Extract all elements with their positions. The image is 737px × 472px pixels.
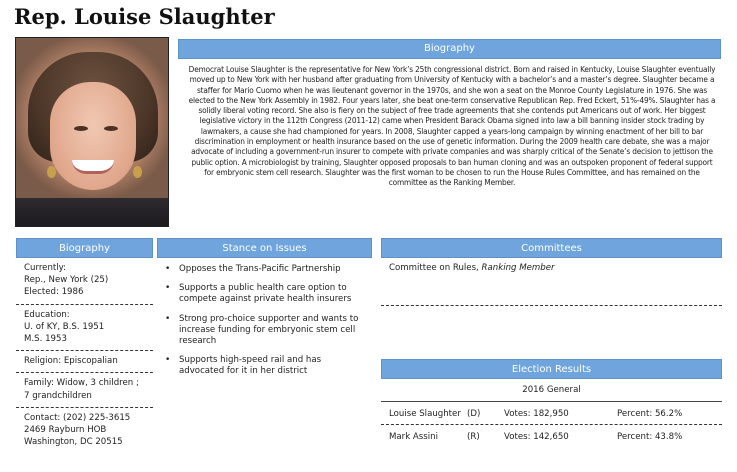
religion: Religion: Episcopalian [16,351,153,373]
education: Education: U. of KY, B.S. 1951 M.S. 1953 [16,305,153,352]
candidate-name: Mark Assini [389,432,438,442]
committees-panel [381,238,722,306]
list-item: • Supports high-speed rail and has advocated for it in her district [165,355,364,377]
candidate-percent: Percent: 43.8% [617,432,683,442]
page-title: Rep. Louise Slaughter [14,4,275,29]
candidate-party: (D) [467,409,481,419]
current-position: Currently: Rep., New York (25) Elected: 1986 [16,258,153,305]
stance-panel [157,238,372,386]
bio-facts-panel [16,238,153,453]
candidate-name: Louise Slaughter [389,409,461,419]
candidate-votes: Votes: 182,950 [504,409,569,419]
candidate-votes: Votes: 142,650 [504,432,569,442]
table-row [381,401,722,425]
list-item: • Opposes the Trans-Pacific Partnership [165,264,364,275]
list-item: • Strong pro-choice supporter and wants to increase funding for embryonic stem cell research [165,314,364,348]
committee-entry: Committee on Rules, Ranking Member [381,258,722,306]
portrait-photo [15,37,169,227]
candidate-party: (R) [467,432,480,442]
table-row [381,425,722,449]
election-panel [381,359,722,449]
candidate-percent: Percent: 56.2% [617,409,683,419]
biography-text: Democrat Louise Slaughter is the representative for New York’s 25th congressional district. Born and raised in Kentucky, Louise Slaughter eventually moved up to New York with her husband after graduating from University of Kentucky with a bachelor’s and a master’s degree. Slaughter became a staffer for Mario Cuomo when he was lieutenant governor in the 1970s, and she won a seat on the Monroe County Legislature in 1976. She was elected to the New York Assembly in 1982. Four years later, she beat one-term conservative Republican Rep. Fred Eckert, 51%-49%. Slaughter has a solidly liberal voting record. She also is fiery on the subject of free trade agreements that she contends put Americans out of work. Her biggest legislative victory in the 112th Congress (2011-12) came when President Barack Obama signed into law a bill banning insider stock trading by lawmakers, a cause she had championed for years. In 2008, Slaughter capped a years-long campaign by winning enactment of her bill to bar discrimination in employment or health insurance based on the use of genetic information. During the 2009 health care debate, she was a major advocate of including a government-run insurer to compete with private companies and was sharply critical of the Senate’s decision to jettison the public option. A microbiologist by training, Slaughter opposed proposals to ban human cloning and was an outspoken proponent of federal support for embryonic stem cell research. Slaughter was the first woman to be chosen to run the House Rules Committee, and has remained on the committee as the Ranking Member. [188,64,716,188]
contact: Contact: (202) 225-3615 2469 Rayburn HOB Washington, DC 20515 [24,412,131,448]
family: Family: Widow, 3 children ; 7 grandchildren [16,373,153,407]
election-header: Election Results [381,359,722,379]
stance-list [157,258,372,378]
election-subtitle: 2016 General [522,385,581,395]
stance-header: Stance on Issues [157,238,372,258]
bio-facts-header: Biography [16,238,153,258]
biography-header: Biography [178,39,721,59]
list-item: • Supports a public health care option to compete against private health insurers [165,283,364,305]
committees-header: Committees [381,238,722,258]
